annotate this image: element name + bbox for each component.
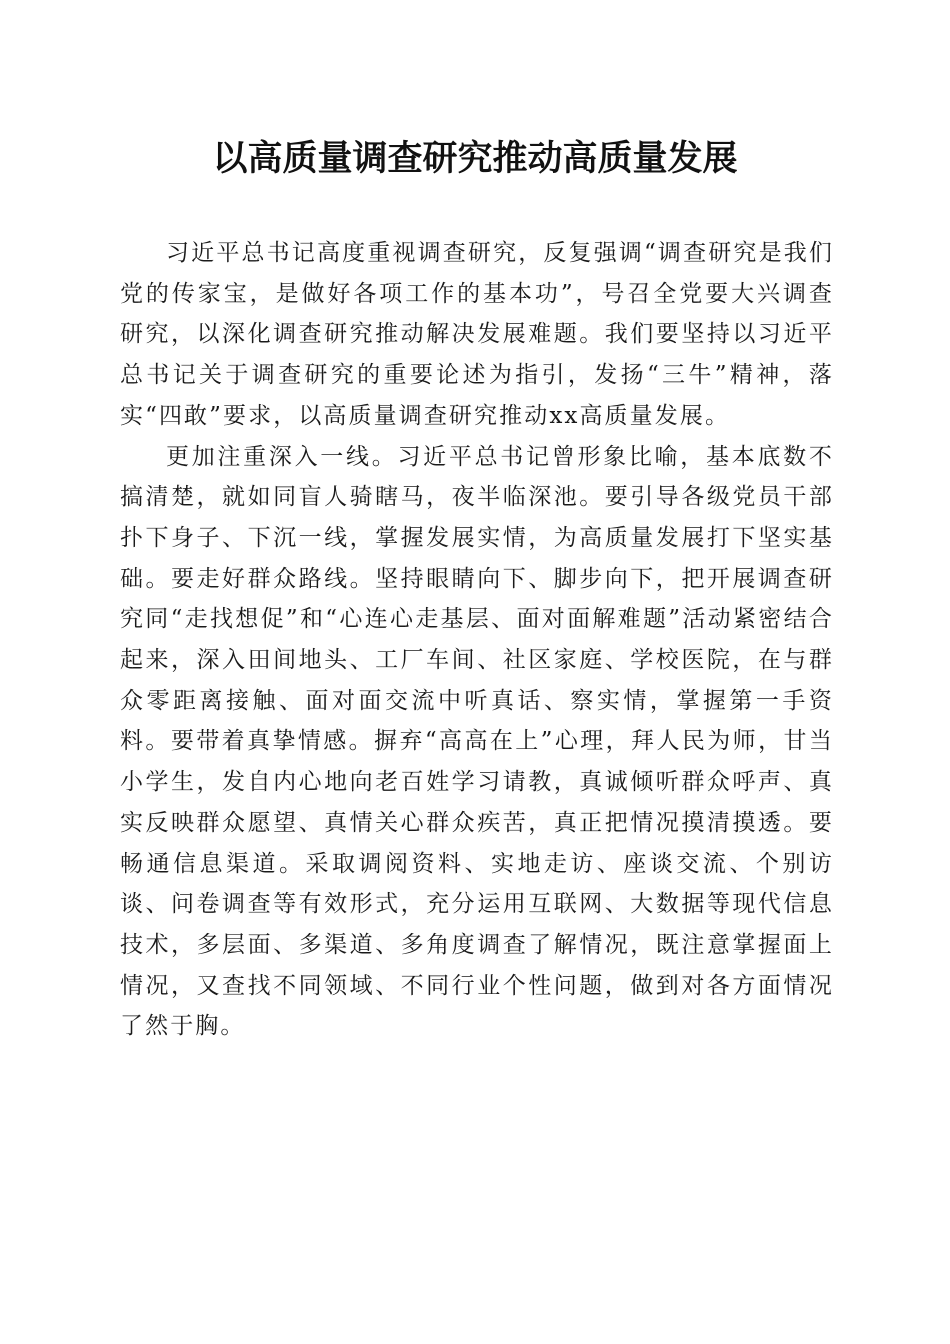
paragraph-frontline: 更加注重深入一线。习近平总书记曾形象比喻，基本底数不搞清楚，就如同盲人骑瞎马，夜半临深池。要引导各级党员干部扑下身子、下沉一线，掌握发展实情，为高质量发展打下坚实基础。要走好群众路线。坚持眼睛向下、脚步向下，把开展调查研究同“走找想促”和“心连心走基层、面对面解难题”活动紧密结合起来，深入田间地头、工厂车间、社区家庭、学校医院，在与群众零距离接触、面对面交流中听真话、察实情，掌握第一手资料。要带着真挚情感。摒弃“高高在上”心理，拜人民为师，甘当小学生，发自内心地向老百姓学习请教，真诚倾听群众呼声、真实反映群众愿望、真情关心群众疾苦，真正把情况摸清摸透。要畅通信息渠道。采取调阅资料、实地走访、座谈交流、个别访谈、问卷调查等有效形式，充分运用互联网、大数据等现代信息技术，多层面、多渠道、多角度调查了解情况，既注意掌握面上情况，又查找不同领域、不同行业个性问题，做到对各方面情况了然于胸。 [120,443,834,1040]
document-body [120,233,834,1047]
document-title: 以高质量调查研究推动高质量发展 [212,138,738,179]
paragraph-intro: 习近平总书记高度重视调查研究，反复强调“调查研究是我们党的传家宝，是做好各项工作的基本功”，号召全党要大兴调查研究，以深化调查研究推动解决发展难题。我们要坚持以习近平总书记关于调查研究的重要论述为指引，发扬“三牛”精神，落实“四敢”要求，以高质量调查研究推动xx高质量发展。 [120,240,834,429]
